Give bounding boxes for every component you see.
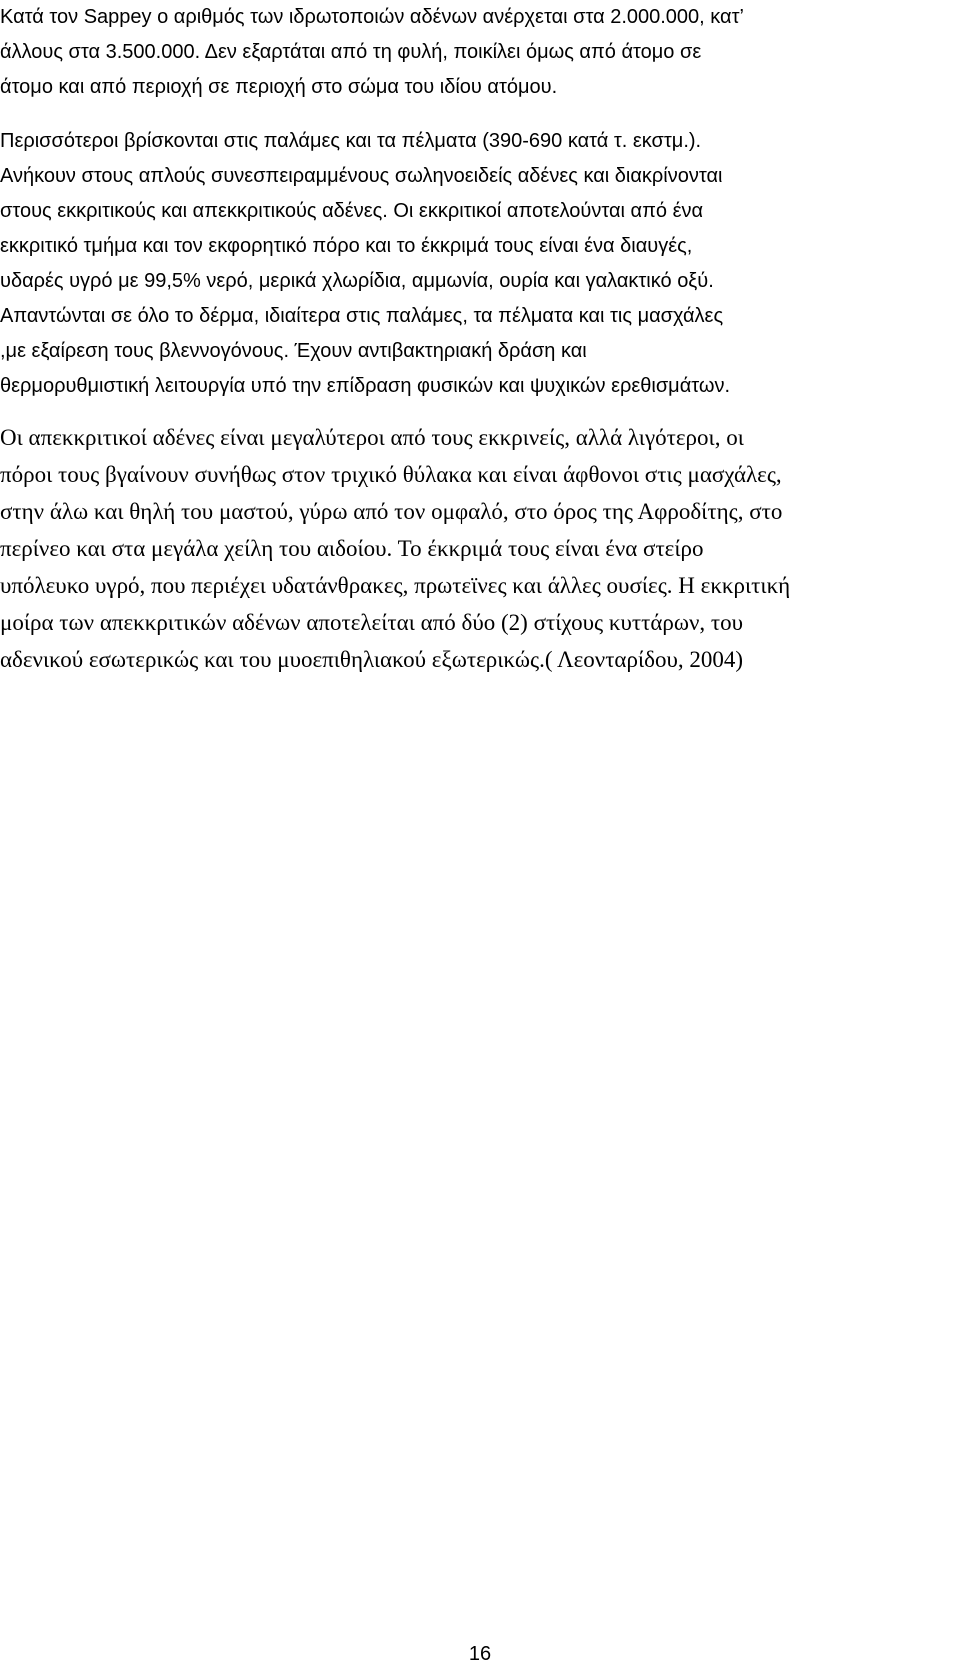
- paragraph-2-line-4: εκκριτικό τμήμα και τον εκφορητικό πόρο και το έκκριμά τους είναι ένα διαυγές,: [0, 235, 693, 257]
- paragraph-1-line-1: Κατά τον Sappey ο αριθμός των ιδρωτοποιών αδένων ανέρχεται στα 2.000.000, κατ’: [0, 6, 744, 28]
- paragraph-2-line-3: στους εκκριτικούς και απεκκριτικούς αδένες. Οι εκκριτικοί αποτελούνται από ένα: [0, 200, 704, 222]
- paragraph-3-line-5: υπόλευκο υγρό, που περιέχει υδατάνθρακες, πρωτεϊνες και άλλες ουσίες. Η εκκριτική: [0, 573, 791, 598]
- paragraph-2-line-1: Περισσότεροι βρίσκονται στις παλάμες και τα πέλματα (390-690 κατά τ. εκστμ.).: [0, 130, 702, 152]
- paragraph-2-line-7: ,με εξαίρεση τους βλεννογόνους. Έχουν αντιβακτηριακή δράση και: [0, 340, 587, 362]
- paragraph-3-line-7: αδενικού εσωτερικώς και του μυοεπιθηλιακού εξωτερικώς.( Λεονταρίδου, 2004): [0, 647, 744, 672]
- paragraph-3-line-1: Οι απεκκριτικοί αδένες είναι μεγαλύτεροι από τους εκκρινείς, αλλά λιγότεροι, οι: [0, 425, 744, 450]
- paragraph-3-line-3: στην άλω και θηλή του μαστού, γύρω από τον ομφαλό, στο όρος της Αφροδίτης, στο: [0, 499, 783, 524]
- paragraph-2-line-8: θερμορυθμιστική λειτουργία υπό την επίδραση φυσικών και ψυχικών ερεθισμάτων.: [0, 375, 731, 397]
- paragraph-3-line-4: περίνεο και στα μεγάλα χείλη του αιδοίου. Το έκκριμά τους είναι ένα στείρο: [0, 536, 704, 561]
- paragraph-1-line-3: άτομο και από περιοχή σε περιοχή στο σώμα του ιδίου ατόμου.: [0, 76, 558, 98]
- page-number: 16: [468, 1643, 492, 1665]
- paragraph-2-line-5: υδαρές υγρό με 99,5% νερό, μερικά χλωρίδια, αμμωνία, ουρία και γαλακτικό οξύ.: [0, 270, 714, 292]
- paragraph-2-line-6: Απαντώνται σε όλο το δέρμα, ιδιαίτερα στις παλάμες, τα πέλματα και τις μασχάλες: [0, 305, 724, 327]
- paragraph-1-line-2: άλλους στα 3.500.000. Δεν εξαρτάται από τη φυλή, ποικίλει όμως από άτομο σε: [0, 41, 702, 63]
- paragraph-2-line-2: Ανήκουν στους απλούς συνεσπειραμμένους σωληνοειδείς αδένες και διακρίνονται: [0, 165, 723, 187]
- paragraph-3-line-6: μοίρα των απεκκριτικών αδένων αποτελείται από δύο (2) στίχους κυττάρων, του: [0, 610, 744, 635]
- paragraph-3-line-2: πόροι τους βγαίνουν συνήθως στον τριχικό θύλακα και είναι άφθονοι στις μασχάλες,: [0, 462, 782, 487]
